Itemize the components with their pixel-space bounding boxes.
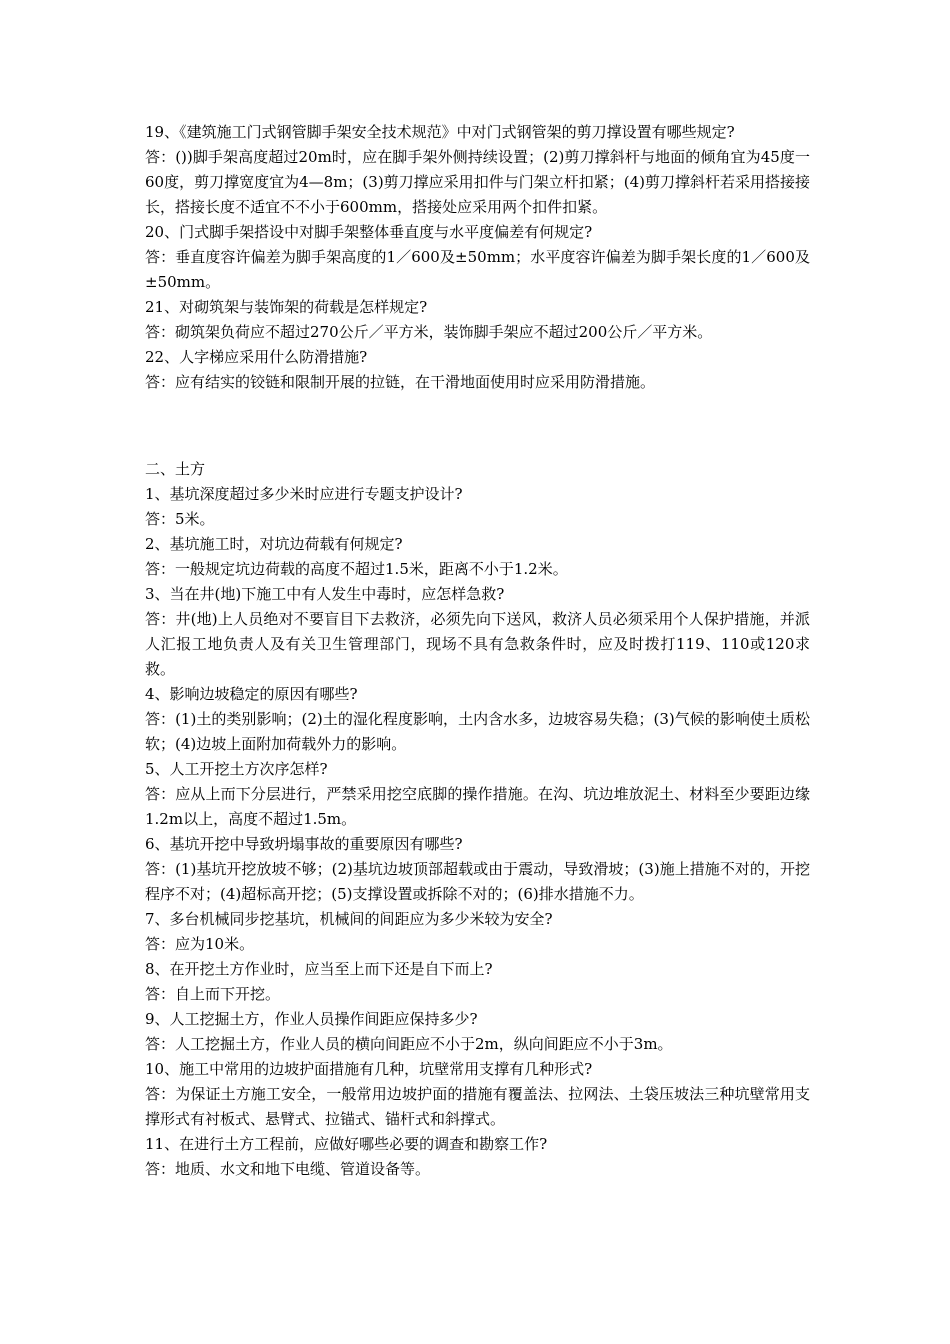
answer-text: 答：5米。 bbox=[145, 510, 215, 528]
question-text: 9、人工挖掘土方，作业人员操作间距应保持多少? bbox=[145, 1010, 478, 1028]
qa-item-22 bbox=[145, 345, 810, 395]
question-text: 10、施工中常用的边坡护面措施有几种，坑壁常用支撑有几种形式? bbox=[145, 1060, 593, 1078]
answer-text: 答：(1)土的类别影响；(2)土的湿化程度影响，土内含水多，边坡容易失稳；(3)气候的影响使土质松软；(4)边坡上面附加荷载外力的影响。 bbox=[145, 710, 810, 753]
answer-text: 答：应从上而下分层进行，严禁采用挖空底脚的操作措施。在沟、坑边堆放泥土、材料至少要距边缘1.2m以上，高度不超过1.5m。 bbox=[145, 785, 810, 828]
answer-text: 答：())脚手架高度超过20m时，应在脚手架外侧持续设置；(2)剪刀撑斜杆与地面的倾角宜为45度一60度，剪刀撑宽度宜为4—8m；(3)剪刀撑应采用扣件与门架立杆扣紧；(4)剪刀撑斜杆若采用搭接接长，搭接长度不适宜不不小于600mm，搭接处应采用两个扣件扣紧。 bbox=[145, 148, 810, 216]
section-heading: 二、土方 bbox=[145, 460, 206, 478]
answer-text: 答：垂直度容许偏差为脚手架高度的1／600及±50mm；水平度容许偏差为脚手架长度的1／600及±50mm。 bbox=[145, 248, 810, 291]
question-text: 3、当在井(地)下施工中有人发生中毒时，应怎样急救? bbox=[145, 585, 505, 603]
qa-item-5 bbox=[145, 757, 810, 832]
qa-item-4 bbox=[145, 682, 810, 757]
answer-text: 答：井(地)上人员绝对不要盲目下去救济，必须先向下送风，救济人员必须采用个人保护措施，并派人汇报工地负责人及有关卫生管理部门，现场不具有急救条件时，应及时拨打119、110或120求救。 bbox=[145, 610, 810, 678]
qa-item-11 bbox=[145, 1132, 810, 1182]
answer-text: 答：(1)基坑开挖放坡不够；(2)基坑边坡顶部超载或由于震动，导致滑坡；(3)施上措施不对的，开挖程序不对；(4)超标高开挖；(5)支撑设置或拆除不对的；(6)排水措施不力。 bbox=[145, 860, 810, 903]
answer-text: 答：为保证土方施工安全，一般常用边坡护面的措施有覆盖法、拉网法、土袋压坡法三种坑壁常用支撑形式有衬板式、悬臂式、拉锚式、锚杆式和斜撑式。 bbox=[145, 1085, 810, 1128]
qa-item-8 bbox=[145, 957, 810, 1007]
qa-item-20 bbox=[145, 220, 810, 295]
question-text: 22、人字梯应采用什么防滑措施? bbox=[145, 348, 368, 366]
qa-item-19 bbox=[145, 120, 810, 220]
qa-item-3 bbox=[145, 582, 810, 682]
question-text: 20、门式脚手架搭设中对脚手架整体垂直度与水平度偏差有何规定? bbox=[145, 223, 593, 241]
answer-text: 答：应为10米。 bbox=[145, 935, 255, 953]
qa-item-21 bbox=[145, 295, 810, 345]
question-text: 6、基坑开挖中导致坍塌事故的重要原因有哪些? bbox=[145, 835, 463, 853]
question-text: 4、影响边坡稳定的原因有哪些? bbox=[145, 685, 358, 703]
answer-text: 答：人工挖掘土方，作业人员的横向间距应不小于2m，纵向间距应不小于3m。 bbox=[145, 1035, 673, 1053]
question-text: 1、基坑深度超过多少米时应进行专题支护设计? bbox=[145, 485, 463, 503]
document-page bbox=[145, 120, 810, 1182]
question-text: 2、基坑施工时，对坑边荷载有何规定? bbox=[145, 535, 403, 553]
question-text: 8、在开挖土方作业时，应当至上而下还是自下而上? bbox=[145, 960, 493, 978]
section-spacer bbox=[145, 395, 810, 457]
answer-text: 答：地质、水文和地下电缆、管道设备等。 bbox=[145, 1160, 431, 1178]
qa-item-9 bbox=[145, 1007, 810, 1057]
answer-text: 答：应有结实的铰链和限制开展的拉链，在干滑地面使用时应采用防滑措施。 bbox=[145, 373, 656, 391]
question-text: 19、《建筑施工门式钢管脚手架安全技术规范》中对门式钢管架的剪刀撑设置有哪些规定? bbox=[145, 123, 735, 141]
question-text: 5、人工开挖土方次序怎样? bbox=[145, 760, 328, 778]
question-text: 11、在进行土方工程前，应做好哪些必要的调查和勘察工作? bbox=[145, 1135, 548, 1153]
qa-item-1 bbox=[145, 482, 810, 532]
question-text: 21、对砌筑架与装饰架的荷载是怎样规定? bbox=[145, 298, 428, 316]
qa-item-10 bbox=[145, 1057, 810, 1132]
answer-text: 答：自上而下开挖。 bbox=[145, 985, 281, 1003]
qa-item-6 bbox=[145, 832, 810, 907]
answer-text: 答：砌筑架负荷应不超过270公斤／平方米，装饰脚手架应不超过200公斤／平方米。 bbox=[145, 323, 713, 341]
answer-text: 答：一般规定坑边荷载的高度不超过1.5米，距离不小于1.2米。 bbox=[145, 560, 568, 578]
qa-item-7 bbox=[145, 907, 810, 957]
qa-item-2 bbox=[145, 532, 810, 582]
question-text: 7、多台机械同步挖基坑，机械间的间距应为多少米较为安全? bbox=[145, 910, 553, 928]
